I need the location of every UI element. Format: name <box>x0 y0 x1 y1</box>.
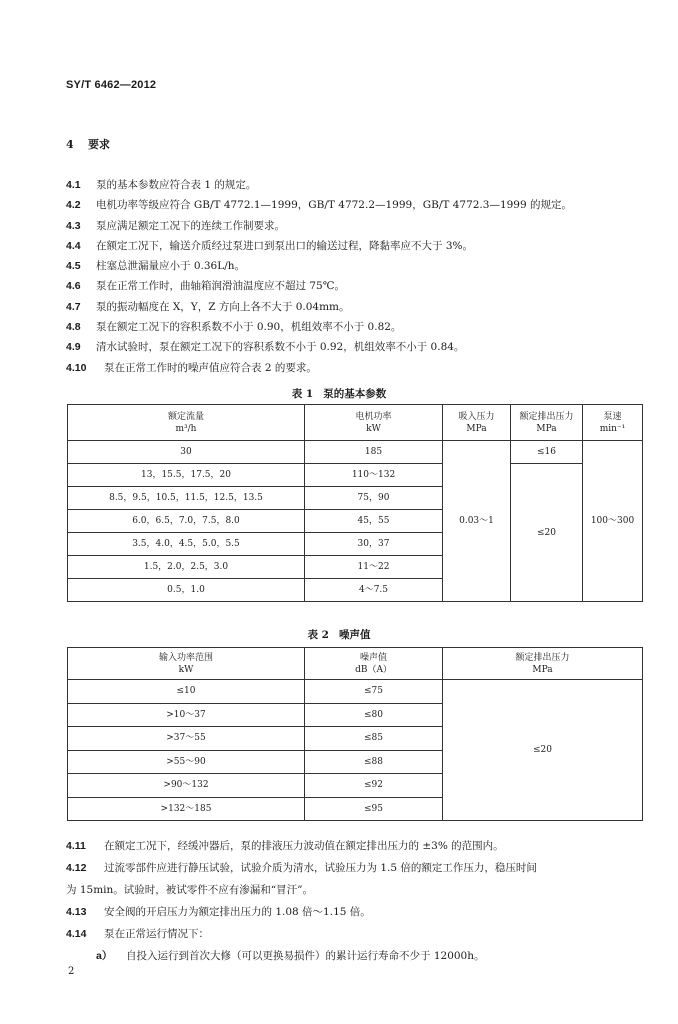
table-cell: 0.5，1.0 <box>68 579 305 602</box>
clause-number: 4.13 <box>66 906 87 918</box>
clause-number: 4.4 <box>66 239 81 252</box>
table2-caption-title: 噪声值 <box>338 629 371 641</box>
table2-caption-number: 表 2 <box>307 629 329 641</box>
table-cell: 45，55 <box>305 510 443 533</box>
table-cell: ≤88 <box>305 750 443 774</box>
table-cell: >10～37 <box>68 703 305 727</box>
clause-4-6 <box>66 276 646 296</box>
clause-number: 4.2 <box>66 199 81 212</box>
table-cell: 30 <box>68 441 305 464</box>
table1-suction-value: 0.03～1 <box>443 441 511 602</box>
clause-text: 在额定工况下，输送介质经过泵进口到泵出口的输送过程，降黏率应不大于 3%。 <box>96 239 473 252</box>
clause-list-bottom <box>66 835 646 967</box>
table-cell: 185 <box>305 441 443 464</box>
table-cell: >55～90 <box>68 750 305 774</box>
clause-text: 电机功率等级应符合 GB/T 4772.1—1999，GB/T 4772.2—1999，GB/T 4772.3—1999 的规定。 <box>96 199 573 212</box>
clause-4-1 <box>66 175 646 195</box>
table1-caption <box>0 386 678 401</box>
table-cell: 13，15.5，17.5，20 <box>68 464 305 487</box>
clause-number: 4.3 <box>66 219 81 232</box>
clause-4-2 <box>66 195 646 215</box>
clause-number: 4.14 <box>66 928 87 940</box>
clause-text: 过流零部件应进行静压试验，试验介质为清水，试验压力为 1.5 倍的额定工作压力，稳压时间 <box>104 862 537 874</box>
table-cell: >132～185 <box>68 797 305 821</box>
table2-discharge-value: ≤20 <box>443 680 643 821</box>
clause-4-8 <box>66 317 646 337</box>
standard-code: SY/T 6462—2012 <box>66 79 157 91</box>
table-cell: ≤85 <box>305 727 443 751</box>
clause-text: 柱塞总泄漏量应小于 0.36L/h。 <box>96 260 245 273</box>
table2-header-discharge: 额定排出压力 MPa <box>443 648 643 680</box>
table2-header-noise: 噪声值 dB（A） <box>305 648 443 680</box>
clause-number: 4.6 <box>66 280 81 293</box>
clause-list <box>66 175 646 378</box>
clause-number: 4.10 <box>66 361 87 374</box>
clause-4-3 <box>66 216 646 236</box>
clause-text: 泵应满足额定工况下的连续工作制要求。 <box>96 219 285 232</box>
clause-number: 4.9 <box>66 341 81 354</box>
clause-4-10 <box>66 358 646 378</box>
clause-4-14 <box>66 923 646 945</box>
clause-text: 在额定工况下，经缓冲器后，泵的排液压力波动值在额定排出压力的 ±3% 的范围内。 <box>104 840 504 852</box>
table2-header-power: 输入功率范围 kW <box>68 648 305 680</box>
table-cell: 11～22 <box>305 556 443 579</box>
table-cell: 6.0，6.5，7.0，7.5，8.0 <box>68 510 305 533</box>
table-cell: 3.5，4.0，4.5，5.0，5.5 <box>68 533 305 556</box>
table1-discharge-rest: ≤20 <box>511 464 583 602</box>
table1-header-flow: 额定流量 m³/h <box>68 405 305 441</box>
clause-number: 4.8 <box>66 321 81 334</box>
table1-header-suction: 吸入压力 MPa <box>443 405 511 441</box>
table-cell: ≤80 <box>305 703 443 727</box>
table-cell: ≤92 <box>305 774 443 798</box>
table1-caption-number: 表 1 <box>291 388 314 400</box>
clause-text: 清水试验时，泵在额定工况下的容积系数不小于 0.92，机组效率不小于 0.84。 <box>96 341 465 354</box>
clause-4-13 <box>66 901 646 923</box>
clause-4-12-continuation: 为 15min。试验时，被试零件不应有渗漏和“冒汗”。 <box>66 884 314 896</box>
section-heading <box>66 136 110 152</box>
table2-caption <box>0 627 678 642</box>
table-cell: ≤95 <box>305 797 443 821</box>
table-cell: >90～132 <box>68 774 305 798</box>
clause-text: 安全阀的开启压力为额定排出压力的 1.08 倍～1.15 倍。 <box>104 906 371 918</box>
clause-text: 泵在正常工作时的噪声值应符合表 2 的要求。 <box>104 361 317 374</box>
table1-header-speed: 泵速 min⁻¹ <box>583 405 643 441</box>
clause-text: 泵的振动幅度在 X，Y，Z 方向上各不大于 0.04mm。 <box>96 300 350 313</box>
noise-value-table <box>67 647 643 821</box>
clause-text: 泵在额定工况下的容积系数不小于 0.90，机组效率不小于 0.82。 <box>96 321 402 334</box>
table1-caption-title: 泵的基本参数 <box>323 388 387 400</box>
clause-number: 4.5 <box>66 260 81 273</box>
clause-text: 泵的基本参数应符合表 1 的规定。 <box>96 179 257 191</box>
clause-4-7 <box>66 297 646 317</box>
clause-text: 泵在正常工作时，曲轴箱润滑油温度应不超过 75℃。 <box>96 280 345 293</box>
table-cell: 75，90 <box>305 487 443 510</box>
table-cell: 110～132 <box>305 464 443 487</box>
clause-number: 4.11 <box>66 840 86 852</box>
clause-4-4 <box>66 236 646 256</box>
pump-parameters-table <box>67 404 643 602</box>
page-number: 2 <box>68 966 75 977</box>
list-item-label: a） <box>96 950 113 962</box>
clause-4-5 <box>66 256 646 276</box>
table-cell: 30，37 <box>305 533 443 556</box>
clause-4-11 <box>66 835 646 857</box>
table1-header-discharge: 额定排出压力 MPa <box>511 405 583 441</box>
table-cell: ≤75 <box>305 680 443 704</box>
clause-number: 4.1 <box>66 179 81 191</box>
table-cell: 4～7.5 <box>305 579 443 602</box>
clause-text: 泵在正常运行情况下： <box>104 928 209 940</box>
clause-4-9 <box>66 337 646 357</box>
clause-4-14-item-a <box>66 945 646 967</box>
table-cell: 8.5，9.5，10.5，11.5，12.5，13.5 <box>68 487 305 510</box>
table-cell: >37～55 <box>68 727 305 751</box>
table-cell: 1.5，2.0，2.5，3.0 <box>68 556 305 579</box>
list-item-text: 自投入运行到首次大修（可以更换易损件）的累计运行寿命不少于 12000h。 <box>126 950 485 962</box>
table1-discharge-top: ≤16 <box>511 441 583 464</box>
table1-header-power: 电机功率 kW <box>305 405 443 441</box>
clause-number: 4.12 <box>66 862 87 874</box>
clause-4-12 <box>66 857 646 879</box>
clause-number: 4.7 <box>66 300 81 313</box>
table-cell: ≤10 <box>68 680 305 704</box>
section-title: 要求 <box>88 138 110 151</box>
section-number: 4 <box>66 138 74 151</box>
table1-speed-value: 100～300 <box>583 441 643 602</box>
